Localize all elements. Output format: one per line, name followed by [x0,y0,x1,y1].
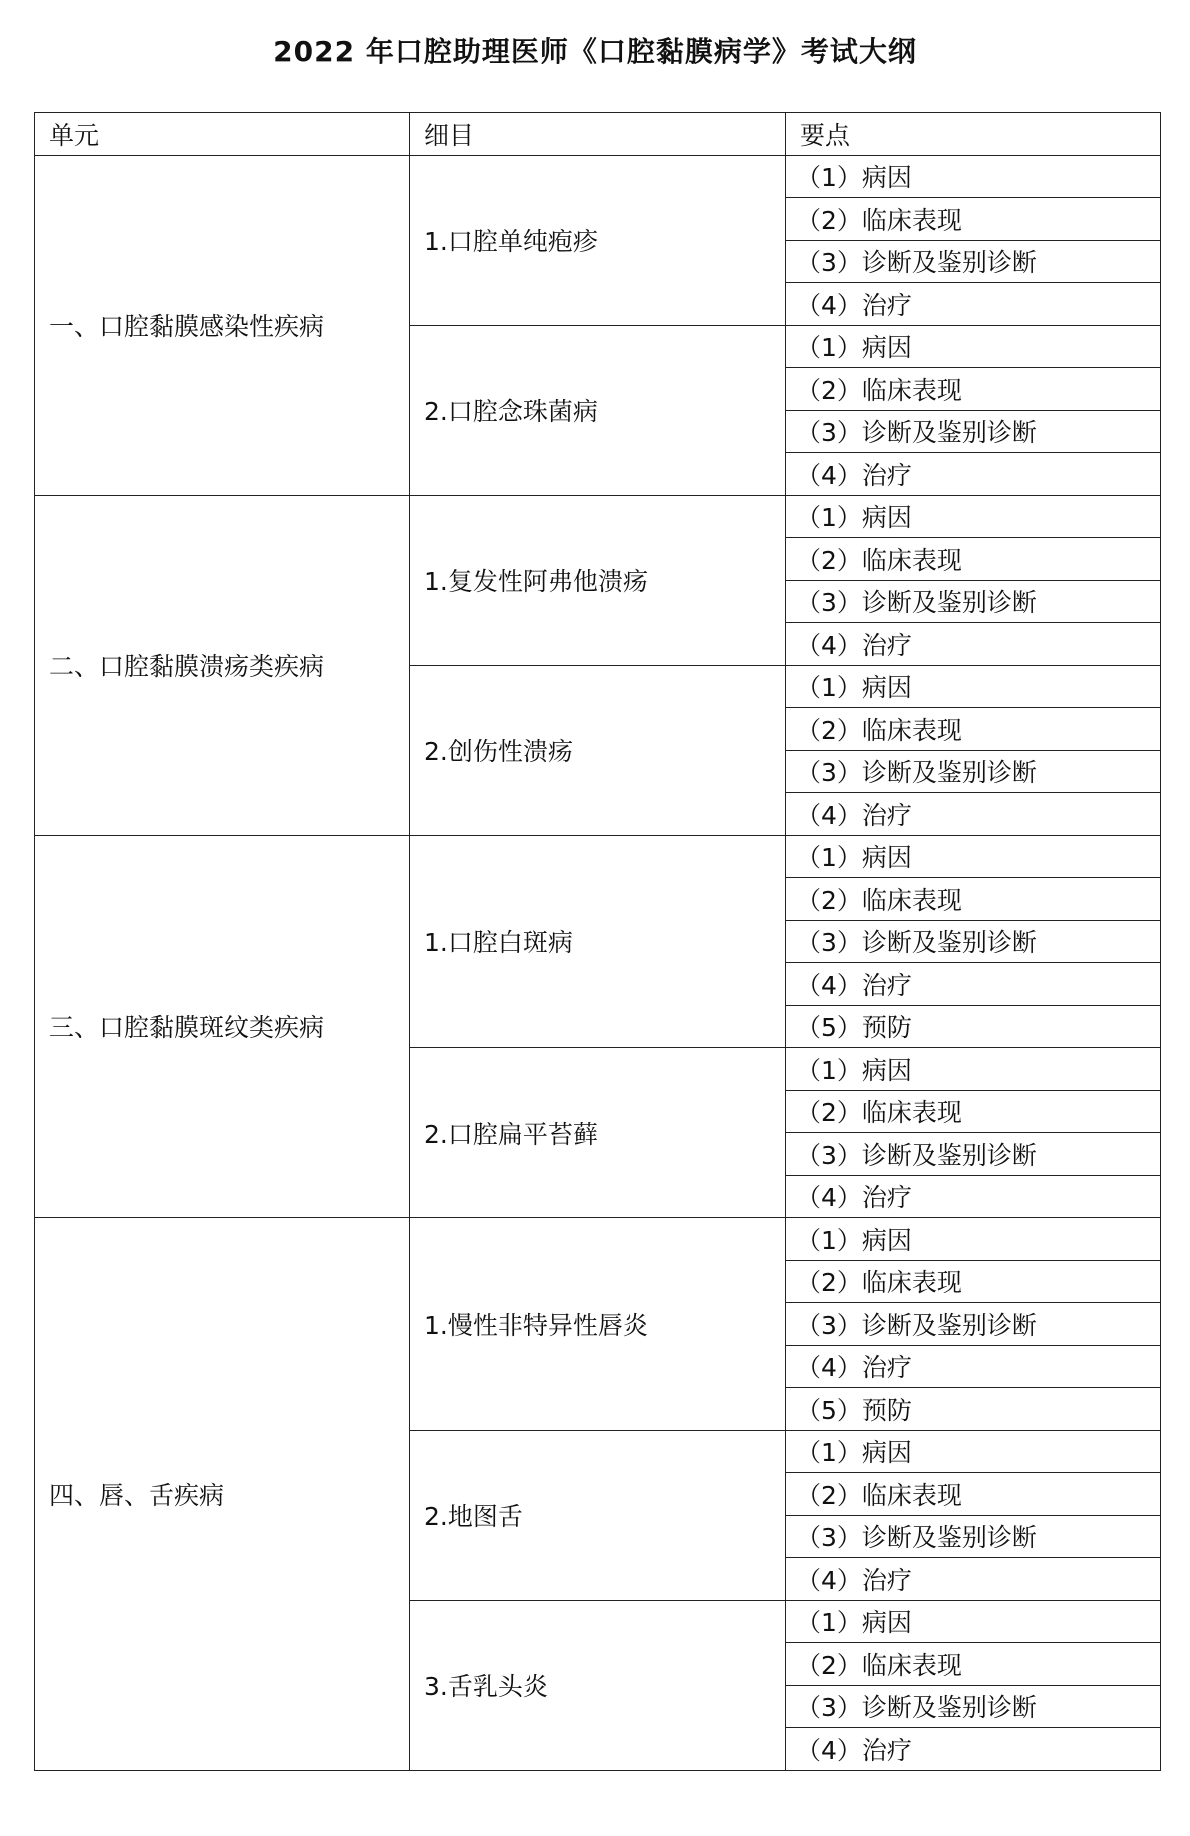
point-cell: （1）病因 [786,325,1161,368]
point-cell: （4）治疗 [786,1175,1161,1218]
unit-cell: 二、口腔黏膜溃疡类疾病 [35,495,410,835]
point-cell: （4）治疗 [786,793,1161,836]
header-item: 细目 [410,113,786,156]
item-cell: 2.创伤性溃疡 [410,665,786,835]
point-cell: （2）临床表现 [786,1643,1161,1686]
point-cell: （2）临床表现 [786,1473,1161,1516]
outline-body [35,155,1161,1770]
item-cell: 1.慢性非特异性唇炎 [410,1218,786,1431]
table-row [35,835,1161,878]
point-cell: （1）病因 [786,665,1161,708]
point-cell: （4）治疗 [786,1558,1161,1601]
point-cell: （4）治疗 [786,453,1161,496]
point-cell: （1）病因 [786,835,1161,878]
point-cell: （3）诊断及鉴别诊断 [786,1303,1161,1346]
point-cell: （4）治疗 [786,1345,1161,1388]
point-cell: （1）病因 [786,495,1161,538]
point-cell: （3）诊断及鉴别诊断 [786,410,1161,453]
unit-cell: 四、唇、舌疾病 [35,1218,410,1771]
point-cell: （3）诊断及鉴别诊断 [786,1515,1161,1558]
point-cell: （2）临床表现 [786,538,1161,581]
point-cell: （3）诊断及鉴别诊断 [786,1685,1161,1728]
item-cell: 1.口腔白斑病 [410,835,786,1048]
point-cell: （1）病因 [786,1218,1161,1261]
header-row [35,113,1161,156]
document-title: 2022 年口腔助理医师《口腔黏膜病学》考试大纲 [273,35,917,68]
table-row [35,495,1161,538]
point-cell: （1）病因 [786,1600,1161,1643]
outline-table [34,112,1161,1771]
point-cell: （3）诊断及鉴别诊断 [786,750,1161,793]
header-point: 要点 [786,113,1161,156]
item-cell: 2.地图舌 [410,1430,786,1600]
point-cell: （4）治疗 [786,623,1161,666]
point-cell: （1）病因 [786,155,1161,198]
item-cell: 2.口腔扁平苔藓 [410,1048,786,1218]
point-cell: （3）诊断及鉴别诊断 [786,1133,1161,1176]
item-cell: 3.舌乳头炎 [410,1600,786,1770]
point-cell: （3）诊断及鉴别诊断 [786,240,1161,283]
point-cell: （4）治疗 [786,1728,1161,1771]
unit-cell: 一、口腔黏膜感染性疾病 [35,155,410,495]
point-cell: （3）诊断及鉴别诊断 [786,580,1161,623]
point-cell: （2）临床表现 [786,878,1161,921]
table-row [35,1218,1161,1261]
header-unit: 单元 [35,113,410,156]
item-cell: 1.复发性阿弗他溃疡 [410,495,786,665]
point-cell: （2）临床表现 [786,708,1161,751]
point-cell: （5）预防 [786,1005,1161,1048]
point-cell: （3）诊断及鉴别诊断 [786,920,1161,963]
point-cell: （2）临床表现 [786,368,1161,411]
point-cell: （5）预防 [786,1388,1161,1431]
table-row [35,155,1161,198]
item-cell: 2.口腔念珠菌病 [410,325,786,495]
point-cell: （2）临床表现 [786,198,1161,241]
point-cell: （2）临床表现 [786,1260,1161,1303]
point-cell: （1）病因 [786,1430,1161,1473]
item-cell: 1.口腔单纯疱疹 [410,155,786,325]
point-cell: （1）病因 [786,1048,1161,1091]
point-cell: （4）治疗 [786,963,1161,1006]
point-cell: （2）临床表现 [786,1090,1161,1133]
unit-cell: 三、口腔黏膜斑纹类疾病 [35,835,410,1218]
point-cell: （4）治疗 [786,283,1161,326]
